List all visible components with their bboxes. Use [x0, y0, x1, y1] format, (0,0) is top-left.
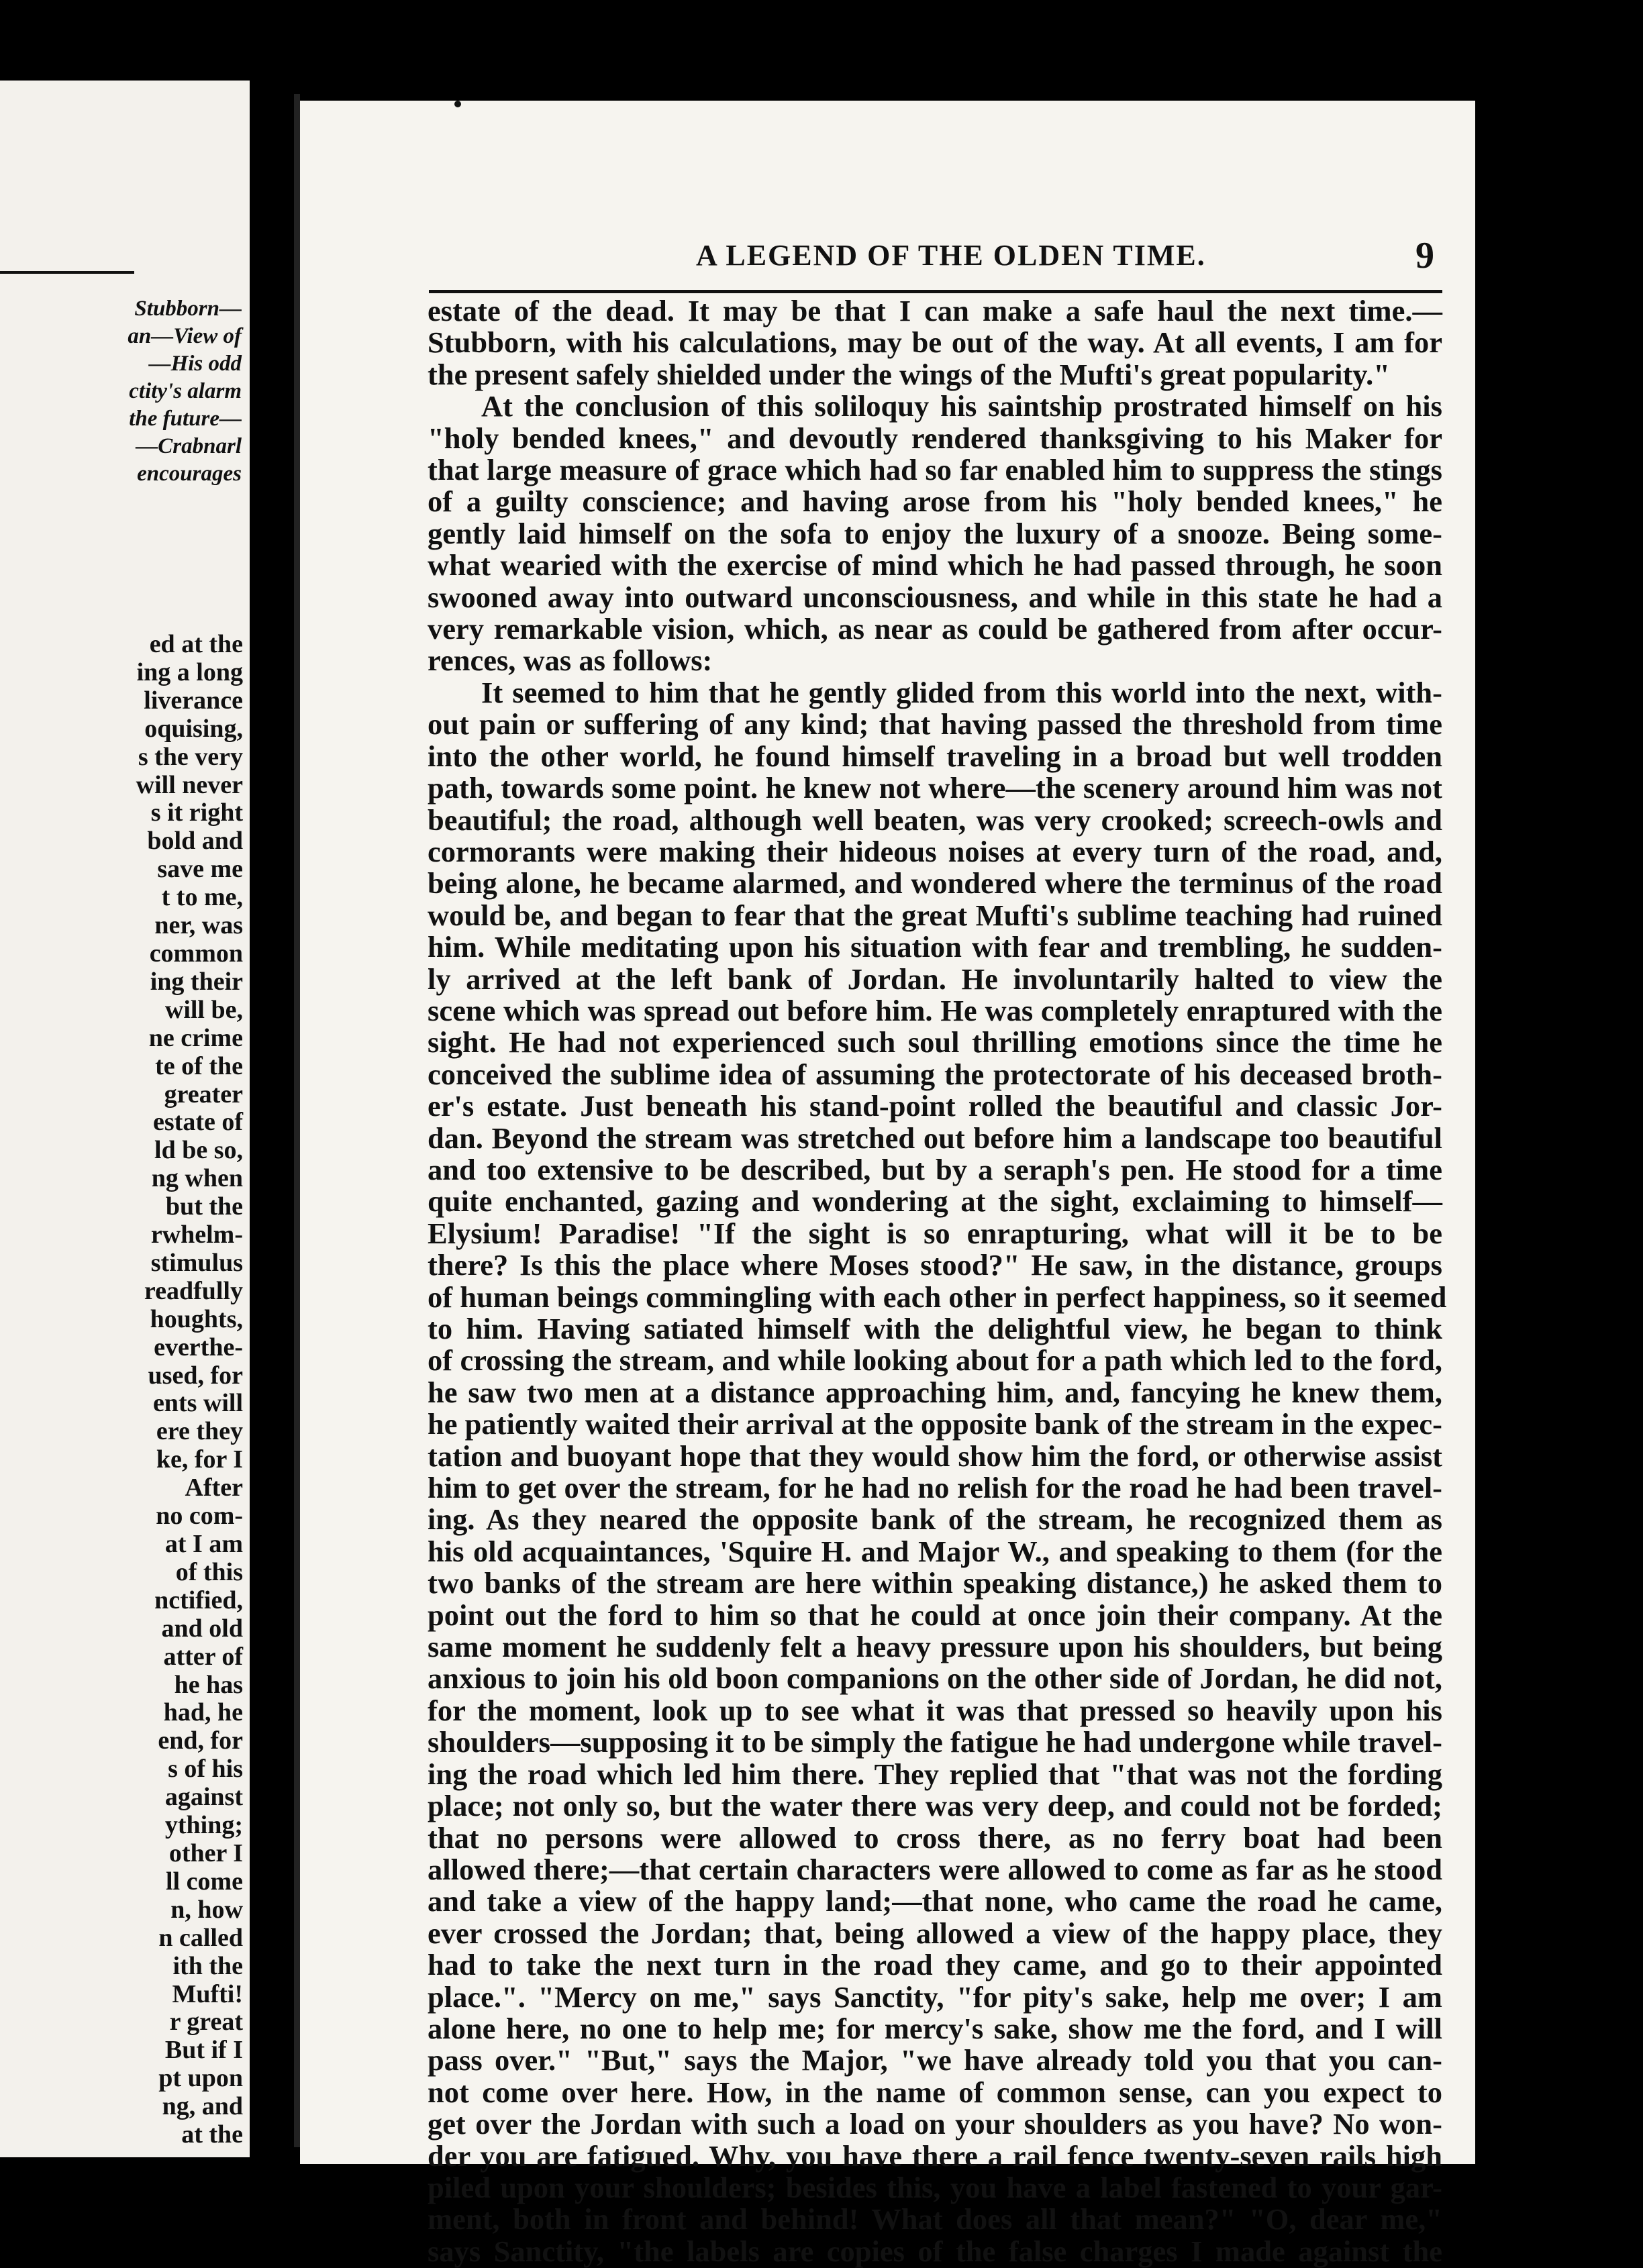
fragment-line: at I am — [164, 1530, 243, 1558]
fragment-line: of this — [175, 1557, 243, 1586]
text-line: that large measure of grace which had so far enabled him to suppress the stings — [428, 453, 1442, 487]
summary-line: an—View of — [128, 324, 242, 348]
body-text — [428, 294, 1447, 2268]
text-line: same moment he suddenly felt a heavy pressure upon his shoulders, but being — [428, 1630, 1442, 1664]
fragment-line: ything; — [164, 1811, 243, 1840]
fragment-line: ner, was — [154, 911, 243, 940]
fragment-line: ng when — [151, 1164, 243, 1193]
summary-line: —Crabnarl — [136, 434, 242, 458]
text-line: very remarkable vision, which, as near as could be gathered from after occur- — [428, 612, 1442, 646]
text-line: sight. He had not experienced such soul thrilling emotions since the time he — [428, 1025, 1442, 1060]
text-line: there? Is this the place where Moses stood?" He saw, in the distance, groups — [428, 1248, 1442, 1282]
text-line: his old acquaintances, 'Squire H. and Major W., and speaking to them (for the — [428, 1534, 1442, 1568]
text-line: he saw two men at a distance approaching him, and, fancying he knew them, — [428, 1375, 1442, 1409]
fragment-line: t to me, — [161, 883, 243, 912]
fragment-line: will be, — [164, 995, 243, 1024]
text-line: pass over." "But," says the Major, "we have already told you that you can- — [428, 2043, 1442, 2077]
text-line: der you are fatigued. Why, you have there a rail fence twenty-seven rails high — [428, 2138, 1442, 2173]
fragment-line: houghts, — [150, 1304, 243, 1333]
fragment-line: ith the — [172, 1951, 243, 1980]
text-line: tation and buoyant hope that they would show him the ford, or otherwise assist — [428, 1439, 1442, 1473]
text-line: and take a view of the happy land;—that none, who came the road he came, — [428, 1884, 1442, 1918]
fragment-line: ere they — [156, 1417, 243, 1446]
text-line: and too extensive to be described, but by a seraph's pen. He stood for a time — [428, 1152, 1442, 1186]
fragment-line: ne crime — [148, 1023, 243, 1052]
text-line: "holy bended knees," and devoutly rendered thanksgiving to his Maker for — [428, 421, 1442, 455]
text-line: rences, was as follows: — [428, 643, 713, 678]
fragment-line: other I — [168, 1839, 243, 1867]
text-line: out pain or suffering of any kind; that having passed the threshold from time — [428, 707, 1442, 741]
text-line: him. While meditating upon his situation with fear and trembling, he sudden- — [428, 930, 1442, 964]
fragment-line: ing their — [150, 967, 243, 996]
text-line: that no persons were allowed to cross there, as no ferry boat had been — [428, 1820, 1442, 1855]
fragment-line: bold and — [147, 827, 243, 856]
text-line: Elysium! Paradise! "If the sight is so enrapturing, what will it be to be — [428, 1216, 1442, 1250]
fragment-line: ing a long — [136, 658, 243, 686]
fragment-line: common — [149, 939, 243, 968]
fragment-line: end, for — [158, 1726, 243, 1755]
text-line: alone here, no one to help me; for mercy's sake, show me the ford, and I will — [428, 2011, 1442, 2045]
text-line: path, towards some point. he knew not where—the scenery around him was not — [428, 771, 1442, 805]
text-line: of a guilty conscience; and having arose from his "holy bended knees," he — [428, 484, 1442, 519]
text-line: being alone, he became alarmed, and wondered where the terminus of the road — [428, 866, 1442, 900]
text-line: for the moment, look up to see what it was that pressed so heavily upon his — [428, 1693, 1442, 1727]
text-line: of human beings commingling with each other in perfect happiness, so it seemed — [428, 1280, 1447, 1314]
text-line: cormorants were making their hideous noises at every turn of the road, and, — [428, 834, 1442, 868]
text-line: anxious to join his old boon companions on the other side of Jordan, he did not, — [428, 1661, 1442, 1696]
fragment-line: r great — [169, 2008, 243, 2037]
text-line: dan. Beyond the stream was stretched out before him a landscape too beautiful — [428, 1121, 1442, 1155]
text-line: piled upon your shoulders; besides this, you have a label fastened to your gar- — [428, 2170, 1442, 2204]
fragment-line: ld be so, — [154, 1136, 243, 1165]
fragment-line: stimulus — [150, 1248, 243, 1277]
summary-line: Stubborn— — [134, 297, 242, 321]
text-line: conceived the sublime idea of assuming the protectorate of his deceased broth- — [428, 1057, 1442, 1091]
fragment-line: atter of — [163, 1642, 243, 1671]
fragment-line: nctified, — [154, 1586, 243, 1614]
text-line: gently laid himself on the sofa to enjoy the luxury of a snooze. Being some- — [428, 516, 1442, 550]
text-line: beautiful; the road, although well beaten, was very crooked; screech-owls and — [428, 803, 1442, 837]
fragment-line: n, how — [170, 1895, 243, 1924]
fragment-line: Mufti! — [172, 1979, 243, 2008]
text-line: At the conclusion of this soliloquy his saintship prostrated himself on his — [481, 389, 1442, 423]
text-line: estate of the dead. It may be that I can make a safe haul the next time.— — [428, 294, 1442, 327]
text-line: the present safely shielded under the wings of the Mufti's great popularity." — [428, 357, 1390, 391]
text-line: place.". "Mercy on me," says Sanctity, "for pity's sake, help me over; I am — [428, 1979, 1442, 2014]
fragment-line: against — [164, 1783, 243, 1812]
fragment-line: he has — [174, 1670, 243, 1699]
text-line: into the other world, he found himself traveling in a broad but well trodden — [428, 739, 1442, 773]
fragment-line: s it right — [150, 798, 243, 827]
running-header — [428, 235, 1434, 278]
fragment-line: s the very — [138, 742, 243, 771]
text-line: not come over here. How, in the name of common sense, can you expect to — [428, 2075, 1442, 2109]
fragment-line: ed at the — [149, 630, 243, 658]
text-line: er's estate. Just beneath his stand-point rolled the beautiful and classic Jor- — [428, 1089, 1442, 1123]
fragment-line: pt upon — [158, 2064, 243, 2093]
text-line: ever crossed the Jordan; that, being allowed a view of the happy place, they — [428, 1916, 1442, 1950]
fragment-line: s of his — [168, 1755, 243, 1784]
text-line: It seemed to him that he gently glided from this world into the next, with- — [481, 675, 1442, 709]
fragment-line: ents will — [152, 1389, 243, 1418]
text-line: allowed there;—that certain characters were allowed to come as far as he stood — [428, 1852, 1442, 1886]
fragment-line: used, for — [148, 1361, 243, 1390]
header-rule — [429, 290, 1442, 293]
left-header-rule — [0, 271, 134, 274]
fragment-line: ke, for I — [156, 1445, 243, 1474]
fragment-line: liverance — [144, 686, 243, 715]
text-line: had to take the next turn in the road they came, and go to their appointed — [428, 1948, 1442, 1982]
summary-line: ctity's alarm — [129, 379, 242, 403]
left-body-text-fragment — [0, 631, 243, 2149]
text-line: ing the road which led him there. They replied that "that was not the fording — [428, 1757, 1442, 1791]
running-title: A LEGEND OF THE OLDEN TIME. — [696, 239, 1206, 272]
text-line: ment, both in front and behind! What does all that mean?" "O, dear me," — [428, 2202, 1442, 2236]
fragment-line: estate of — [153, 1108, 243, 1137]
text-line: would be, and began to fear that the great Mufti's sublime teaching had ruined — [428, 898, 1442, 932]
text-line: says Sanctity, "the labels are copies of the false charges I made against the — [428, 2234, 1442, 2268]
page-number: 9 — [1415, 235, 1434, 276]
text-line: Stubborn, with his calculations, may be out of the way. At all events, I am for — [428, 325, 1442, 360]
chapter-summary-fragment — [0, 295, 242, 488]
text-line: of crossing the stream, and while looking about for a path which led to the ford, — [428, 1343, 1442, 1378]
fragment-line: rwhelm- — [150, 1221, 243, 1249]
fragment-line: save me — [157, 855, 243, 884]
fragment-line: But if I — [164, 2036, 243, 2065]
fragment-line: greater — [164, 1080, 243, 1109]
fragment-line: readfully — [144, 1276, 243, 1305]
fragment-line: had, he — [163, 1698, 243, 1727]
text-line: get over the Jordan with such a load on your shoulders as you have? No won- — [428, 2107, 1442, 2141]
text-line: quite enchanted, gazing and wondering at the sight, exclaiming to himself— — [428, 1184, 1442, 1219]
text-line: ing. As they neared the opposite bank of the stream, he recognized them as — [428, 1502, 1442, 1537]
fragment-line: oquising, — [144, 714, 243, 743]
book-gutter — [250, 54, 301, 2174]
speck-mark — [454, 101, 461, 107]
text-line: him to get over the stream, for he had no relish for the road he had been travel- — [428, 1471, 1442, 1505]
facing-page-fragment — [0, 81, 250, 2157]
fragment-line: ll come — [165, 1867, 243, 1896]
text-line: place; not only so, but the water there was very deep, and could not be forded; — [428, 1789, 1442, 1823]
fragment-line: n called — [158, 1923, 243, 1952]
summary-line: encourages — [137, 462, 242, 486]
text-line: to him. Having satiated himself with the delightful view, he began to think — [428, 1312, 1442, 1345]
text-line: point out the ford to him so that he could at once join their company. At the — [428, 1598, 1442, 1632]
summary-line: the future— — [129, 407, 242, 431]
text-line: two banks of the stream are here within speaking distance,) he asked them to — [428, 1566, 1442, 1600]
page — [300, 101, 1475, 2268]
fragment-line: at the — [181, 2120, 243, 2149]
fragment-line: will never — [136, 770, 243, 799]
fragment-line: After — [185, 1474, 243, 1502]
text-line: swooned away into outward unconsciousness, and while in this state he had a — [428, 580, 1442, 614]
text-line: he patiently waited their arrival at the opposite bank of the stream in the expec- — [428, 1407, 1442, 1441]
text-line: shoulders—supposing it to be simply the fatigue he had undergone while travel- — [428, 1725, 1442, 1759]
summary-line: —His odd — [148, 352, 242, 376]
gutter-edge — [294, 94, 300, 2147]
fragment-line: everthe- — [154, 1333, 243, 1361]
text-line: ly arrived at the left bank of Jordan. He involuntarily halted to view the — [428, 962, 1442, 996]
fragment-line: ng, and — [162, 2092, 243, 2121]
text-line: scene which was spread out before him. He was completely enraptured with the — [428, 993, 1442, 1027]
fragment-line: te of the — [155, 1051, 243, 1080]
text-line: what wearied with the exercise of mind which he had passed through, he soon — [428, 548, 1442, 582]
fragment-line: but the — [165, 1192, 243, 1221]
fragment-line: no com- — [156, 1502, 243, 1531]
fragment-line: and old — [161, 1614, 243, 1643]
